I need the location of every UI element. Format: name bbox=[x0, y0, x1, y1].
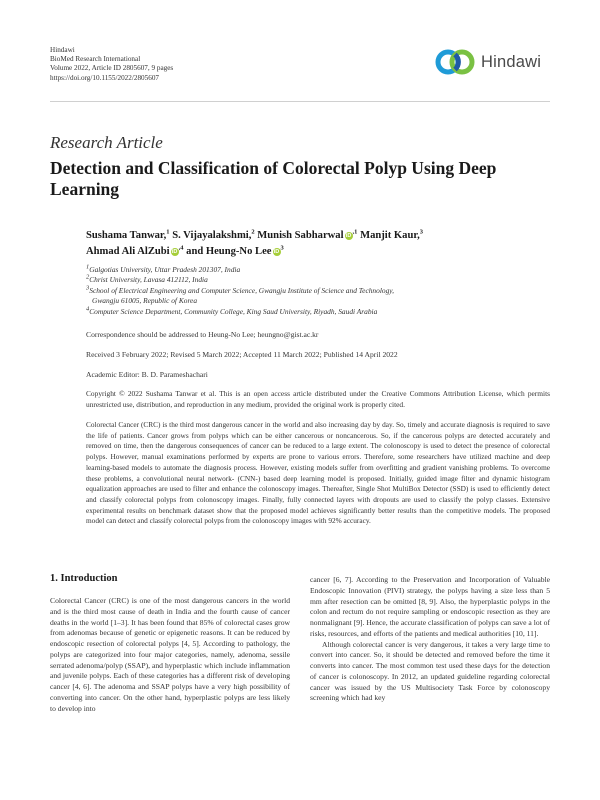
orcid-icon[interactable]: iD bbox=[345, 233, 352, 239]
author-name[interactable]: Munish Sabharwal bbox=[257, 230, 344, 241]
publication-dates: Received 3 February 2022; Revised 5 March 2022; Accepted 11 March 2022; Published 14 April 2022 bbox=[86, 350, 398, 359]
author-name[interactable]: Sushama Tanwar, bbox=[86, 230, 167, 241]
affiliation-item bbox=[86, 296, 546, 306]
author-list bbox=[86, 228, 546, 259]
author-affil-sup: 3 bbox=[280, 243, 284, 251]
hindawi-logo-icon bbox=[434, 45, 480, 79]
journal-meta bbox=[50, 46, 173, 83]
logo-text: Hindawi bbox=[481, 53, 542, 71]
author-affil-sup: ,4 bbox=[178, 243, 184, 251]
doi-link[interactable]: https://doi.org/10.1155/2022/2805607 bbox=[50, 73, 160, 82]
body-column-left bbox=[50, 596, 290, 714]
affiliation-item bbox=[86, 286, 546, 296]
orcid-icon[interactable]: iD bbox=[171, 248, 178, 255]
affiliation-text: Christ University, Lavasa 412112, India bbox=[89, 275, 208, 285]
article-title: Detection and Classification of Colorectal Polyp Using Deep Learning bbox=[50, 158, 497, 199]
affiliation-sup: 4 bbox=[86, 305, 90, 313]
volume-line: Volume 2022, Article ID 2805607, 9 pages bbox=[50, 64, 174, 73]
affiliation-sup: 1 bbox=[86, 263, 90, 271]
author-affil-sup: 2 bbox=[251, 228, 255, 236]
author-affil-sup: ,1 bbox=[352, 228, 358, 236]
affiliation-item bbox=[86, 275, 546, 285]
academic-editor: Academic Editor: B. D. Parameshachari bbox=[86, 370, 208, 379]
body-paragraph: cancer [6, 7]. According to the Preservation and Incorporation of Valuable Endoscopic Innovation (PIVI) strategy, the polyps having a size less than 5 mm after resection can be omitted [8, 9]. Also, the hyperplastic polyps in the colon and rectum do not require sampling or endoscopic resection as they are nonmalignant [9]. Hence, the accurate classification of polyps can save a lot of risks, resources, and efforts of the patients and medical authorities [10, 11]. bbox=[310, 575, 550, 638]
correspondence: Correspondence should be addressed to Heung-No Lee; heungno@gist.ac.kr bbox=[86, 330, 319, 339]
body-column-right bbox=[310, 575, 550, 704]
author-affil-sup: 1 bbox=[166, 228, 170, 236]
affiliation-text: Gwangju 61005, Republic of Korea bbox=[92, 296, 198, 306]
affiliation-text: Computer Science Department, Community College, King Saud University, Riyadh, Saudi Arabia bbox=[89, 306, 378, 316]
publisher-name: Hindawi bbox=[50, 46, 75, 54]
author-name[interactable]: S. Vijayalakshmi, bbox=[172, 230, 252, 241]
affiliation-sup: 3 bbox=[86, 284, 90, 292]
body-paragraph: Although colorectal cancer is very dangerous, it takes a very large time to convert into cancer. So, it should be detected and removed before the time it converts into cancer. The most common test used these days for the detection of cancer is colonoscopy. In 2012, an updated guideline regarding colorectal cancer was issued by the US Multisociety Task Force by colonoscopy screening which had key bbox=[310, 639, 550, 703]
header-divider bbox=[50, 101, 550, 102]
journal-name: BioMed Research International bbox=[50, 55, 141, 64]
abstract-text: Colorectal Cancer (CRC) is the third most dangerous cancer in the world and also increasing day by day. So, timely and accurate diagnosis is required to save the life of patients. Cancer grows from polyps which can be either cancerous or noncancerous. So, if the cancerous polyps are detected accurately and removed on time, then the dangerous consequences of cancer can be reduced to a large extent. The colonoscopy is used to detect the presence of colorectal polyps. However, manual examinations performed by experts are prone to various errors. Therefore, some researchers have utilized machine and deep learning-based models to automate the diagnosis process. However, existing models suffer from overfitting and gradient vanishing problems. To overcome these problems, a convolutional neural network- (CNN-) based deep learning model is proposed. Initially, guided image filter and dynamic histogram equalization approaches are used to filter and enhance the colonoscopy images. Thereafter, Single Shot MultiBox Detector (SSD) is used to efficiently detect and classify colorectal polyps from colonoscopy images. Finally, fully connected layers with dropouts are used to classify the polyp classes. Extensive experimental results on benchmark dataset show that the proposed model achieves significantly better results than the competitive models. The proposed model can detect and classify colorectal polyps from the colonoscopy images with 92% accuracy. bbox=[86, 420, 550, 526]
copyright-notice: Copyright © 2022 Sushama Tanwar et al. This is an open access article distributed under the Creative Commons Attribution License, which permits unrestricted use, distribution, and reproduction in any medium, provided the original work is properly cited. bbox=[86, 389, 550, 409]
author-affil-sup: 3 bbox=[419, 228, 423, 236]
hindawi-logo bbox=[434, 45, 554, 79]
affiliation-list bbox=[86, 265, 546, 317]
affiliation-item bbox=[86, 265, 546, 275]
author-name[interactable]: Manjit Kaur, bbox=[360, 230, 420, 241]
affiliation-sup: 2 bbox=[86, 273, 90, 281]
affiliation-text: School of Electrical Engineering and Computer Science, Gwangju Institute of Science and Technology, bbox=[89, 285, 394, 295]
author-name[interactable]: Ahmad Ali AlZubi bbox=[86, 245, 170, 257]
affiliation-item bbox=[86, 307, 546, 317]
author-name[interactable]: and Heung-No Lee bbox=[186, 245, 272, 257]
body-paragraph: Colorectal Cancer (CRC) is one of the most dangerous cancers in the world and is the third most cause of death in India and the fourth cause of cancer deaths in the world [1–3]. It has been found that 85% of colorectal cases grow from adenomas because of genetic or epigenetic reasons. It can be reduced by endoscopic resection of colorectal polyps [4, 5]. According to pathology, the polyps are categorized into four major categories, namely, adenoma, sessile serrated adenoma/polyp (SSAP), and hyperplastic which include inflammation and juvenile polyps. Each of these categories has a different risk of developing cancer [4, 6]. The adenoma and SSAP polyps have a very high possibility of converting into cancer. On the other hand, hyperplastic polyps are less likely to develop into bbox=[50, 596, 290, 713]
orcid-icon[interactable]: iD bbox=[273, 248, 280, 255]
affiliation-text: Galgotias University, Uttar Pradesh 201307, India bbox=[89, 265, 241, 274]
section-heading: 1. Introduction bbox=[50, 573, 118, 584]
article-type: Research Article bbox=[50, 133, 163, 152]
